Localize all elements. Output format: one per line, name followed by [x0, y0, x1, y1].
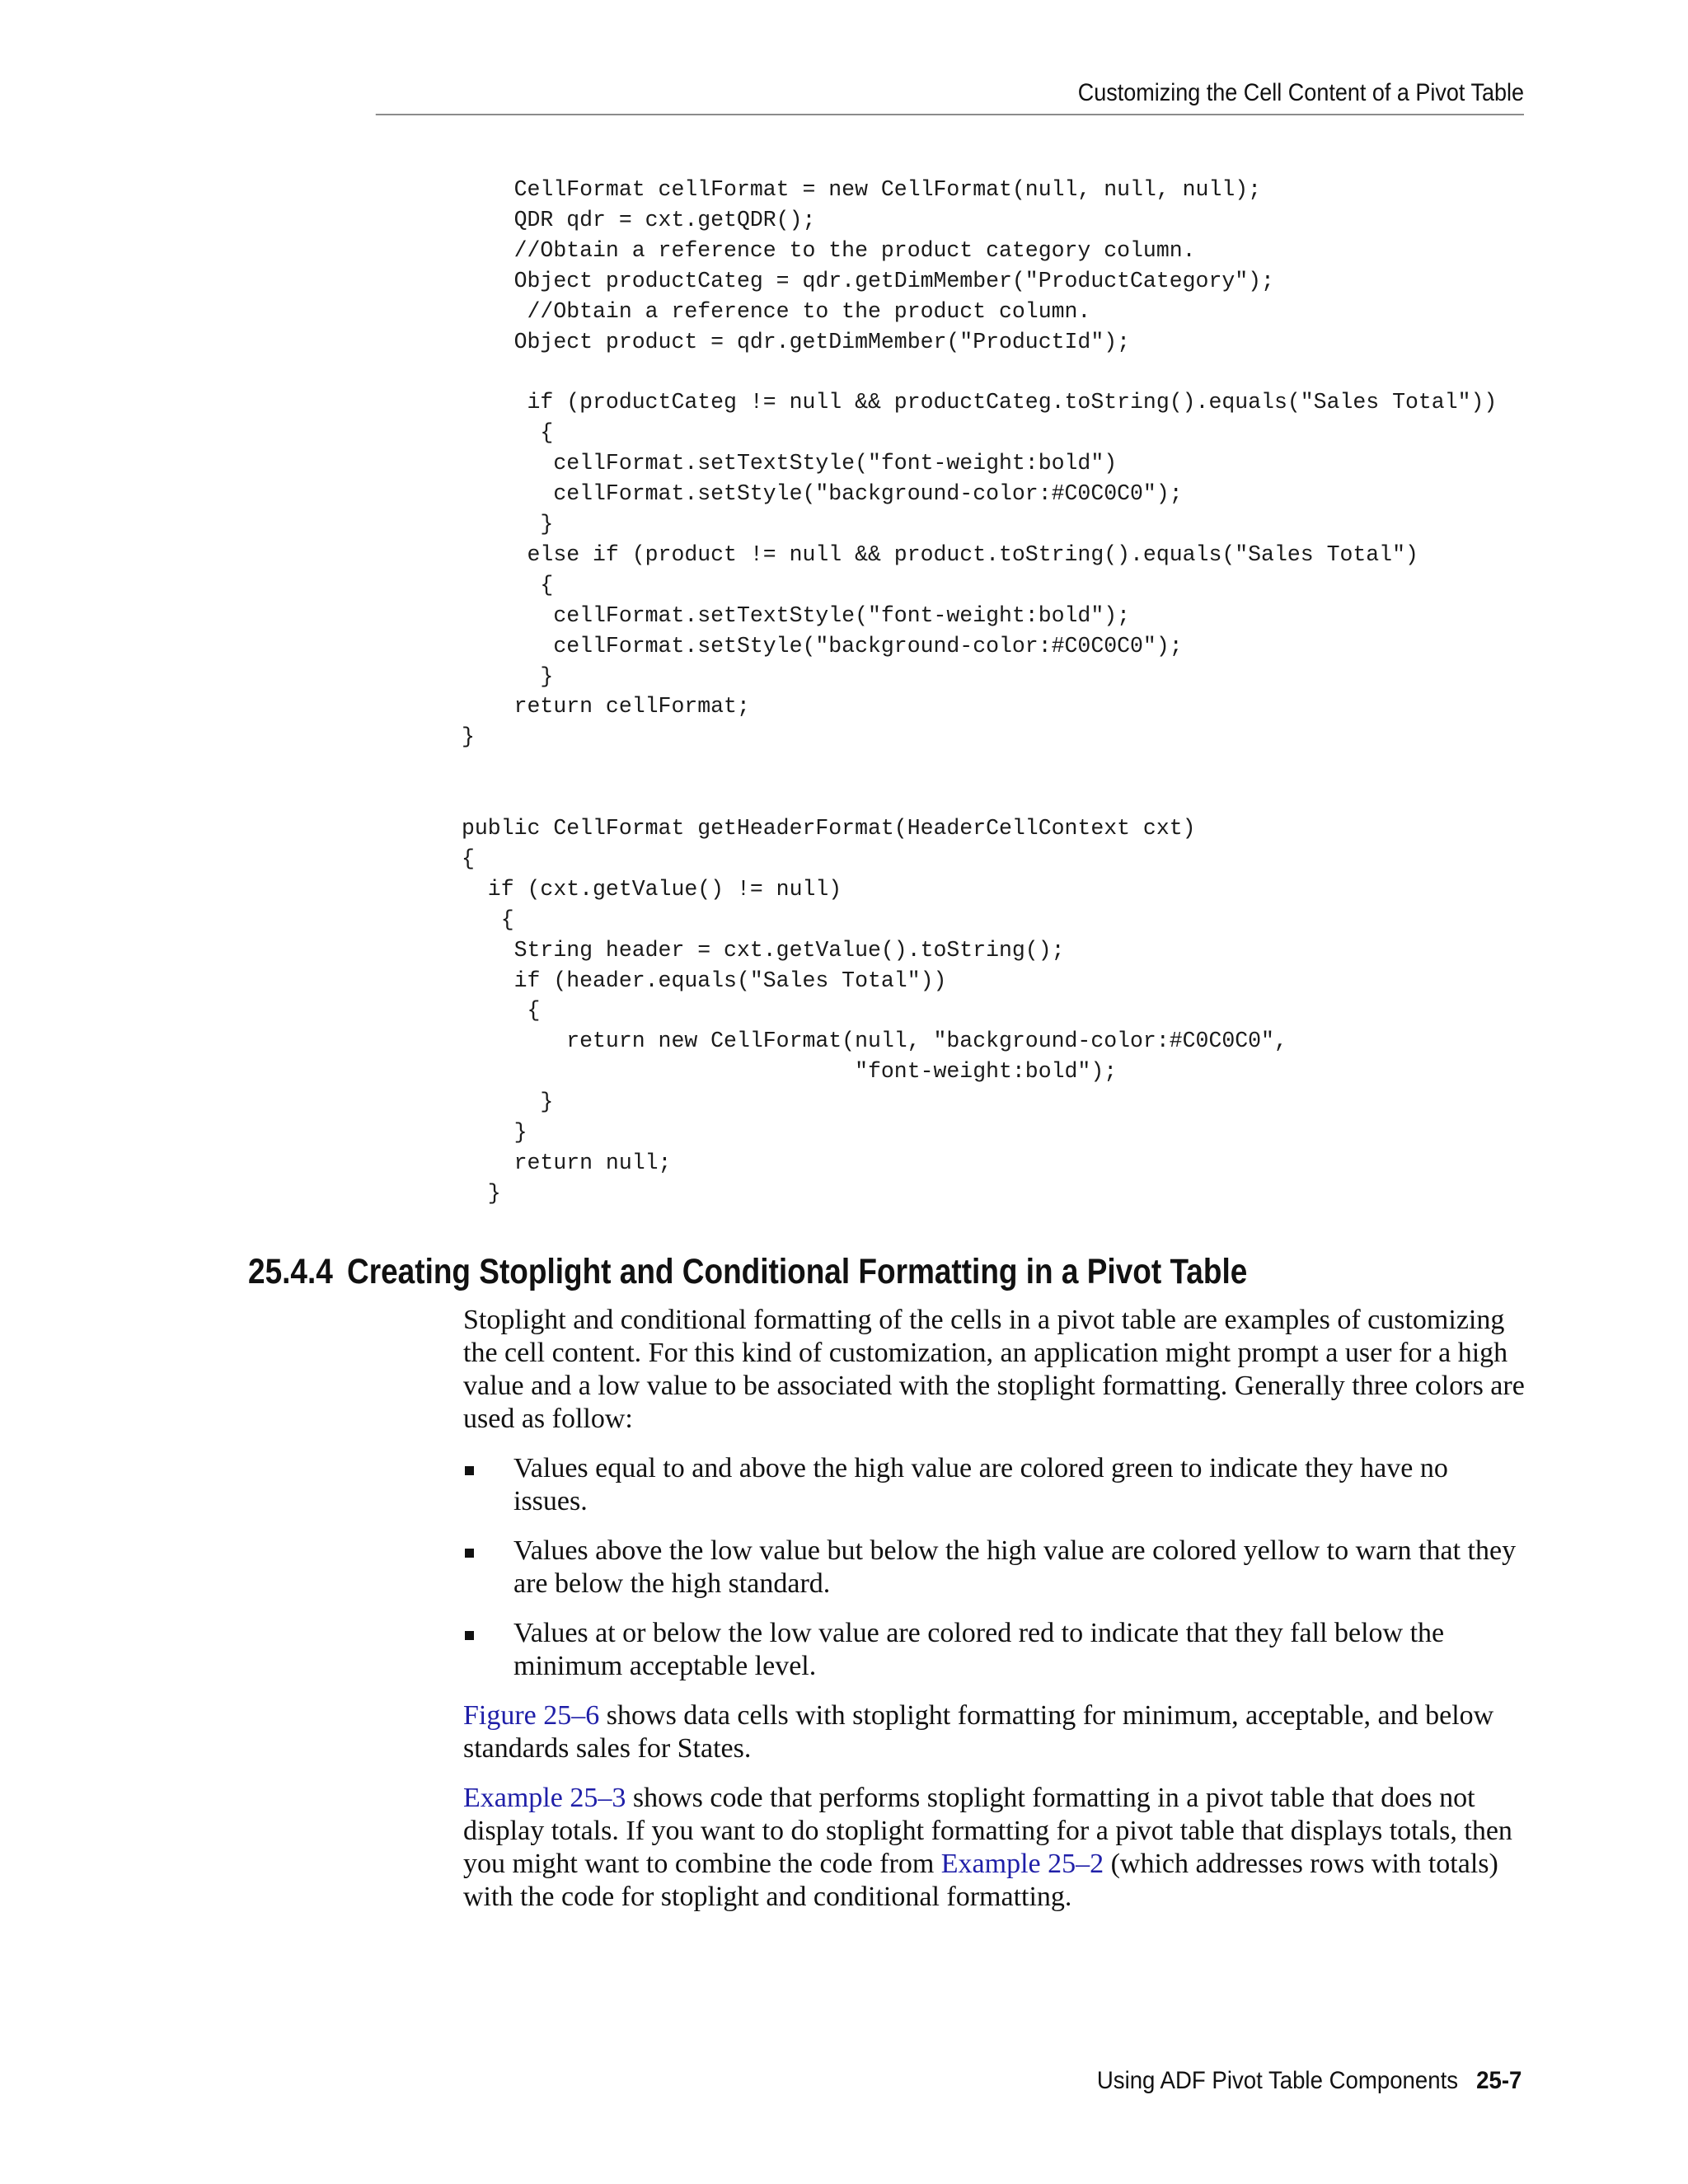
example-paragraph-text-2: (which addresses rows with totals) with the code for stoplight and conditional formatting.: [463, 1849, 1498, 1912]
example-paragraph-text-1: shows code that performs stoplight formatting in a pivot table that does not display totals. If you want to do stoplight formatting for a pivot table that displays totals, then you might want to combine the code from: [463, 1783, 1512, 1879]
figure-reference-paragraph: [463, 1699, 1526, 1765]
section-heading: [248, 1249, 1247, 1295]
running-header-title: Customizing the Cell Content of a Pivot Table: [1077, 79, 1524, 106]
list-item: [463, 1617, 1526, 1683]
example-reference-paragraph: [463, 1782, 1526, 1914]
example-25-2-link[interactable]: Example 25–2: [940, 1849, 1104, 1879]
list-item: [463, 1452, 1526, 1518]
square-bullet-icon: [465, 1549, 474, 1558]
figure-link[interactable]: Figure 25–6: [463, 1700, 600, 1731]
bullet-list: [463, 1452, 1526, 1699]
section-number: 25.4.4: [248, 1252, 333, 1291]
running-footer: [1096, 2064, 1522, 2097]
footer-book-title: Using ADF Pivot Table Components: [1096, 2067, 1458, 2094]
page-number: 25-7: [1475, 2067, 1522, 2094]
code-block: CellFormat cellFormat = new CellFormat(null, null, null); QDR qdr = cxt.getQDR(); //Obtain a reference to the product category column. Object productCateg = qdr.getDimMember("ProductCategory"); //Obtain a reference to the product column. Object product = qdr.getDimMember("ProductId"); if (productCateg != null && productCateg.toString().equals("Sales Total")) { cellFormat.setTextStyle("font-weight:bold") cellFormat.setStyle("background-color:#C0C0C0"); } else if (product != null && product.toString().equals("Sales Total") { cellFormat.setTextStyle("font-weight:bold"); cellFormat.setStyle("background-color:#C0C0C0"); } return cellFormat; } public CellFormat getHeaderFormat(HeaderCellContext cxt) { if (cxt.getValue() != null) { String header = cxt.getValue().toString(); if (header.equals("Sales Total")) { return new CellFormat(null, "background-color:#C0C0C0", "font-weight:bold"); } } return null; }: [462, 177, 1498, 1206]
square-bullet-icon: [465, 1631, 474, 1640]
section-title: Creating Stoplight and Conditional Formatting in a Pivot Table: [347, 1252, 1248, 1291]
list-item-text: Values equal to and above the high value are colored green to indicate they have no issues.: [513, 1453, 1448, 1516]
example-25-3-link[interactable]: Example 25–3: [463, 1783, 626, 1813]
list-item: [463, 1535, 1526, 1601]
square-bullet-icon: [465, 1466, 474, 1475]
figure-paragraph-text: shows data cells with stoplight formatting for minimum, acceptable, and below standards sales for States.: [463, 1700, 1494, 1764]
running-header: [376, 74, 1524, 115]
intro-paragraph: Stoplight and conditional formatting of the cells in a pivot table are examples of customizing the cell content. For this kind of customization, an application might prompt a user for a high value and a low value to be associated with the stoplight formatting. Generally three colors are used as follow:: [463, 1305, 1525, 1434]
list-item-text: Values above the low value but below the high value are colored yellow to warn that they are below the high standard.: [513, 1535, 1517, 1599]
list-item-text: Values at or below the low value are colored red to indicate that they fall below the minimum acceptable level.: [513, 1618, 1445, 1681]
